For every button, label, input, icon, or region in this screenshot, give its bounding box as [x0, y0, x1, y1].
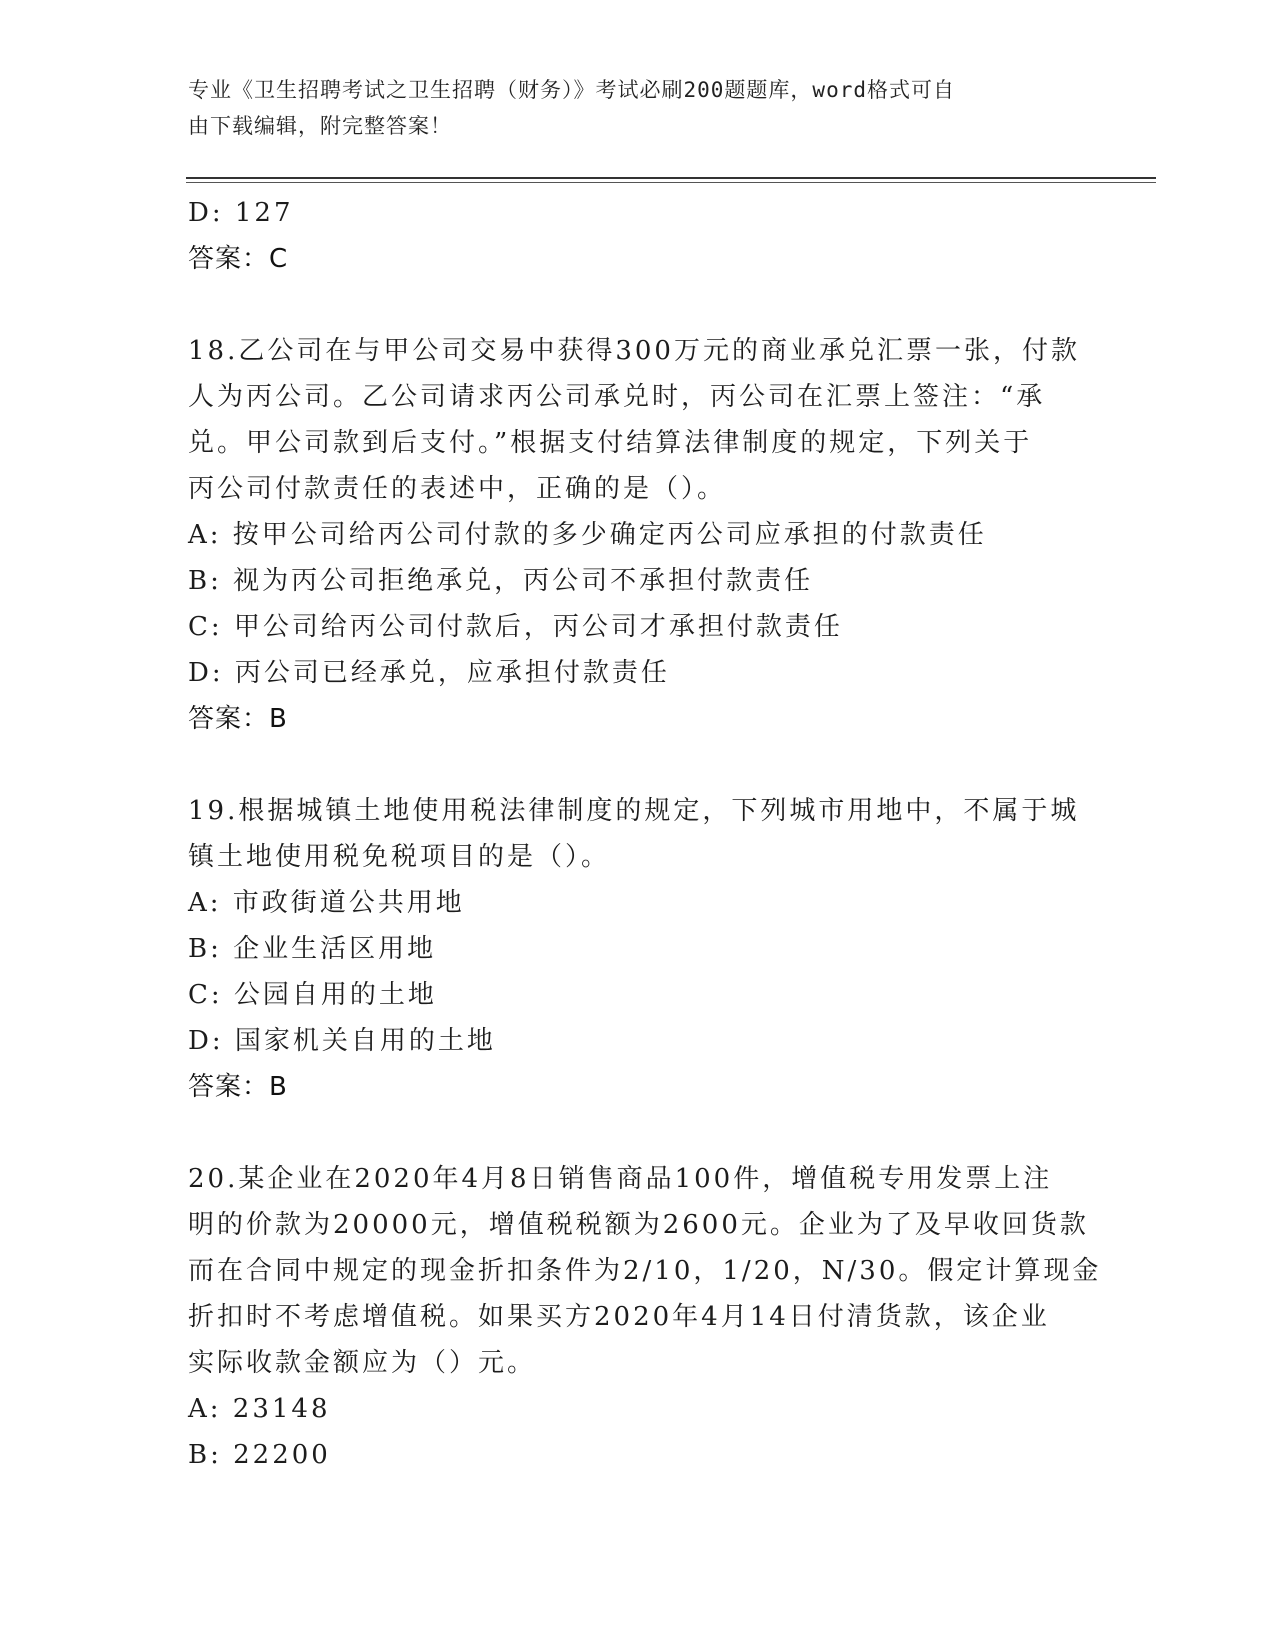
option-b: B: 视为丙公司拒绝承兑，丙公司不承担付款责任: [188, 566, 814, 596]
answer-line: 答案：B: [188, 704, 288, 734]
question-stem-line: 而在合同中规定的现金折扣条件为2/10，1/20，N/30。假定计算现金: [188, 1256, 1102, 1286]
option-a: A: 市政街道公共用地: [188, 888, 465, 918]
option-c: C: 公园自用的土地: [188, 980, 437, 1010]
question-stem-line: 兑。甲公司款到后支付。”根据支付结算法律制度的规定，下列关于: [188, 428, 1033, 458]
question-stem-line: 折扣时不考虑增值税。如果买方2020年4月14日付清货款，该企业: [188, 1302, 1050, 1332]
option-d: D: 127: [188, 198, 294, 228]
question-stem-line: 实际收款金额应为（）元。: [188, 1348, 537, 1378]
option-c: C: 甲公司给丙公司付款后，丙公司才承担付款责任: [188, 612, 843, 642]
option-d: D: 国家机关自用的土地: [188, 1026, 496, 1056]
question-stem-line: 丙公司付款责任的表述中，正确的是（）。: [188, 474, 727, 504]
question-stem-line: 18.乙公司在与甲公司交易中获得300万元的商业承兑汇票一张，付款: [188, 336, 1080, 366]
spacer: [188, 1110, 1088, 1156]
header-line-1: 专业《卫生招聘考试之卫生招聘（财务）》考试必刷200题题库，word格式可自: [188, 78, 955, 102]
option-d: D: 丙公司已经承兑，应承担付款责任: [188, 658, 670, 688]
question-stem-line: 明的价款为20000元，增值税税额为2600元。企业为了及早收回货款: [188, 1210, 1089, 1240]
option-a: A: 23148: [188, 1394, 331, 1424]
option-b: B: 企业生活区用地: [188, 934, 437, 964]
header-divider-thick: [186, 177, 1156, 179]
question-stem-line: 19.根据城镇土地使用税法律制度的规定，下列城市用地中，不属于城: [188, 796, 1080, 826]
answer-line: 答案：B: [188, 1072, 288, 1102]
question-stem-line: 人为丙公司。乙公司请求丙公司承兑时，丙公司在汇票上签注：“承: [188, 382, 1046, 412]
question-stem-line: 20.某企业在2020年4月8日销售商品100件，增值税专用发票上注: [188, 1164, 1053, 1194]
question-18: [188, 328, 1088, 742]
question-stem-line: 镇土地使用税免税项目的是（）。: [188, 842, 611, 872]
spacer: [188, 282, 1088, 328]
question-list: [188, 190, 1102, 1478]
question-20: [188, 1156, 1102, 1478]
document-header: [188, 72, 1068, 144]
option-a: A: 按甲公司给丙公司付款的多少确定丙公司应承担的付款责任: [188, 520, 987, 550]
previous-question-tail: [188, 190, 1088, 282]
header-divider-thin: [186, 182, 1156, 183]
header-line-2: 由下载编辑，附完整答案！: [188, 114, 452, 138]
spacer: [188, 742, 1088, 788]
option-b: B: 22200: [188, 1440, 331, 1470]
answer-line: 答案：C: [188, 244, 289, 274]
question-19: [188, 788, 1088, 1110]
